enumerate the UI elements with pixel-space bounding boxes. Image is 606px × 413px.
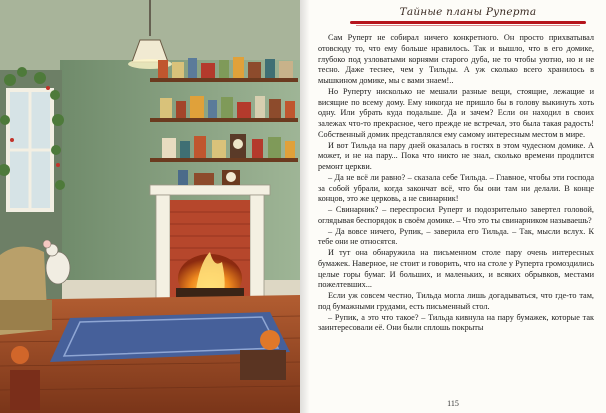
running-head-rule-thin [356, 25, 580, 26]
paragraph: Если уж совсем честно, Тильда могла лишь догадываться, что где-то там, под бумажными грудами, есть письменный стол. [318, 291, 594, 311]
paragraph: Сам Руперт не собирал ничего конкретного. Он просто прихватывал отовсюду то, что ему больше нравилось. Так и вышло, что в его домике, глубоко под узловатыми корнями старого дуба, не то чтобы уютно, но и не тесно. Даже теснее, чем у Тильды. А уж сколько всего хранилось в мышкином домике, мы с вами знаем!.. [318, 33, 594, 85]
cottage-interior-illustration-icon [0, 0, 300, 413]
running-head: Тайные планы Руперта [399, 6, 537, 18]
text-page [300, 0, 606, 413]
illustration-page [0, 0, 300, 413]
running-head-rule [350, 21, 586, 24]
paragraph: И тут она обнаружила на письменном столе пару очень интересных бумажек. Наверное, не стоит и говорить, что на столе у Руперта громоздились целые горы бумаг. И больших, и маленьких, и всяких обрывков, местами пожелтевших... [318, 248, 594, 290]
paragraph: – Да не всё ли равно? – сказала себе Тильда. – Главное, чтобы эти господа за собой убрали, когда закончат всё, что бы они там ни делали. В конце концов, это же церковь, а не свинарник! [318, 172, 594, 204]
page-gutter-shadow [300, 0, 310, 413]
paragraph: – Рупик, а это что такое? – Тильда кивнула на пару бумажек, которые так заинтересовали её. Они были сплошь покрыты [318, 312, 594, 333]
paragraph: – Свинарник? – переспросил Руперт и подозрительно завертел головой, оглядывая беспорядок в своём домике. – Что это ты свинарником называешь? [318, 205, 594, 225]
page-number: 115 [447, 399, 459, 408]
paragraph: – Да вовсе ничего, Рупик, – заверила его Тильда. – Так, мысли вслух. К тебе они не относятся. [318, 226, 594, 247]
paragraph: Но Руперту нисколько не мешали разные вещи, стоящие, лежащие и висящие по всему дому. Ему никогда не пришло бы в голову выкинуть хоть одну. Или убрать куда подальше. Да и зачем? Если он находил в своих залежах что-то прекрасное, чего прежде не встречал, это была такая радость! Собственный домик представлялся ему самому интересным местом в мире. [318, 86, 594, 139]
body-text [318, 33, 594, 334]
paragraph: И вот Тильда на пару дней оказалась в гостях в этом чудесном домике. А может, и не на пару... Пока что никто не знал, сколько времени продлится ремонт церкви. [318, 140, 594, 171]
